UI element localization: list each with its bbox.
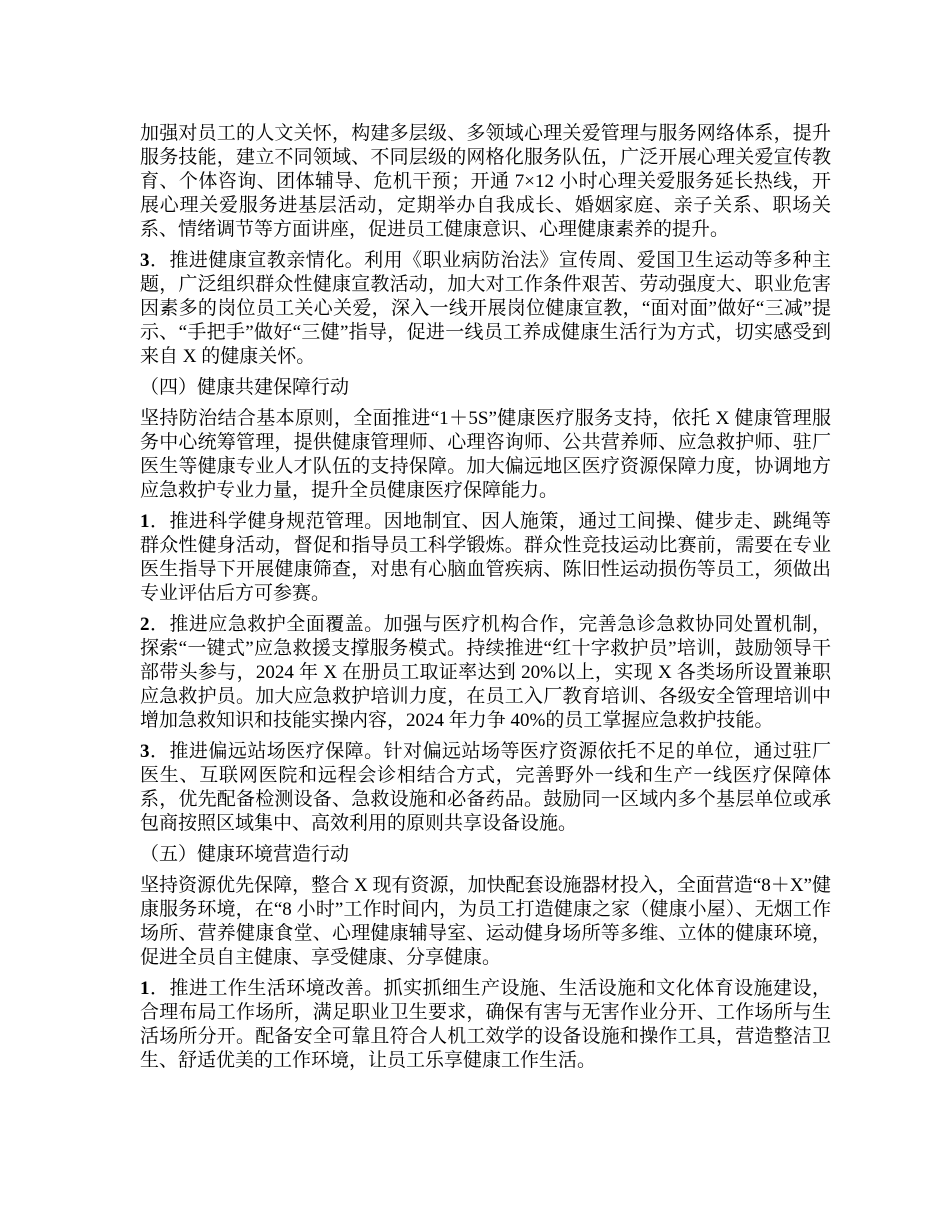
numbered-paragraph [140,249,831,369]
document-body [140,122,831,1080]
paragraph-text: ．推进应急救护全面覆盖。加强与医疗机构合作，完善急诊急救协同处置机制，探索“一键式”应急救援支撑服务模式。持续推进“红十字救护员”培训，鼓励领导干部带头参与，2024 年 X 在册员工取证率达到 20%以上，实现 X 各类场所设置兼职应急救护员。加大应急救护培训力度，在员工入厂教育培训、各级安全管理培训中增加急救知识和技能实操内容，2024 年力争 40%的员工掌握应急救护技能。 [140,614,831,731]
numbered-paragraph [140,510,831,606]
paragraph-number: 3 [140,741,150,762]
numbered-paragraph [140,977,831,1073]
section-heading-text: （四）健康共建保障行动 [140,377,350,398]
paragraph-text: 坚持资源优先保障，整合 X 现有资源，加快配套设施器材投入，全面营造“8＋X”健康服务环境，在“8 小时”工作时间内，为员工打造健康之家（健康小屋）、无烟工作场所、营养健康食堂、心理健康辅导室、运动健身场所等多维、立体的健康环境，促进全员自主健康、享受健康、分享健康。 [140,875,831,968]
paragraph [140,122,831,242]
paragraph-number: 2 [140,614,150,635]
paragraph-text: ．推进健康宣教亲情化。利用《职业病防治法》宣传周、爱国卫生运动等多种主题，广泛组织群众性健康宣教活动，加大对工作条件艰苦、劳动强度大、职业危害因素多的岗位员工关心关爱，深入一线开展岗位健康宣教，“面对面”做好“三减”提示、“手把手”做好“三健”指导，促进一线员工养成健康生活行为方式，切实感受到来自 X 的健康关怀。 [140,250,831,367]
paragraph-text: ．推进工作生活环境改善。抓实抓细生产设施、生活设施和文化体育设施建设，合理布局工作场所，满足职业卫生要求，确保有害与无害作业分开、工作场所与生活场所分开。配备安全可靠且符合人机工效学的设备设施和操作工具，营造整洁卫生、舒适优美的工作环境，让员工乐享健康工作生活。 [140,978,831,1071]
paragraph-number: 3 [140,250,150,271]
section-heading [140,843,831,867]
section-heading [140,376,831,400]
numbered-paragraph [140,740,831,836]
paragraph [140,874,831,970]
paragraph-number: 1 [140,978,150,999]
section-heading-text: （五）健康环境营造行动 [140,844,350,865]
paragraph-number: 1 [140,511,150,532]
numbered-paragraph [140,613,831,733]
paragraph-text: 加强对员工的人文关怀，构建多层级、多领域心理关爱管理与服务网络体系，提升服务技能，建立不同领域、不同层级的网格化服务队伍，广泛开展心理关爱宣传教育、个体咨询、团体辅导、危机干预；开通 7×12 小时心理关爱服务延长热线，开展心理关爱服务进基层活动，定期举办自我成长、婚姻家庭、亲子关系、职场关系、情绪调节等方面讲座，促进员工健康意识、心理健康素养的提升。 [140,123,831,240]
paragraph-text: 坚持防治结合基本原则，全面推进“1＋5S”健康医疗服务支持，依托 X 健康管理服务中心统筹管理，提供健康管理师、心理咨询师、公共营养师、应急救护师、驻厂医生等健康专业人才队伍的支持保障。加大偏远地区医疗资源保障力度，协调地方应急救护专业力量，提升全员健康医疗保障能力。 [140,408,831,501]
paragraph [140,407,831,503]
paragraph-text: ．推进偏远站场医疗保障。针对偏远站场等医疗资源依托不足的单位，通过驻厂医生、互联网医院和远程会诊相结合方式，完善野外一线和生产一线医疗保障体系，优先配备检测设备、急救设施和必备药品。鼓励同一区域内多个基层单位或承包商按照区域集中、高效利用的原则共享设备设施。 [140,741,831,834]
paragraph-text: ．推进科学健身规范管理。因地制宜、因人施策，通过工间操、健步走、跳绳等群众性健身活动，督促和指导员工科学锻炼。群众性竞技运动比赛前，需要在专业医生指导下开展健康筛查，对患有心脑血管疾病、陈旧性运动损伤等员工，须做出专业评估后方可参赛。 [140,511,831,604]
